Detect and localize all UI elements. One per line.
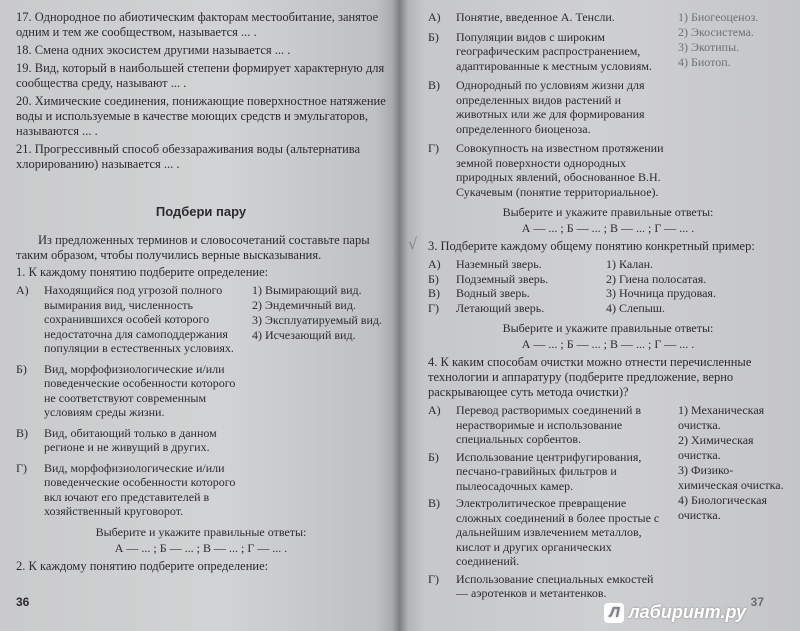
item-option: 4) Слепыш. [606, 300, 666, 315]
task4-title: 4. К каким способам очистки можно отнести перечисленные технологии и аппаратуру (подберите предложение, верно раскрывающее суть метода очистки)? [428, 355, 752, 399]
task1-option: 2) Эндемичный вид. [252, 298, 356, 312]
item-text: Летающий зверь. [456, 300, 545, 315]
task1-choose-prompt: Выберите и укажите правильные ответы: [95, 524, 307, 539]
item-option: 2) Гиена полосатая. [606, 271, 707, 286]
item-letter: В) [428, 78, 440, 92]
watermark-logo [604, 602, 746, 623]
task3-title: 3. Подберите каждому общему понятию конкретный пример: [428, 239, 755, 253]
task3-row-b [428, 272, 788, 287]
item-letter: А) [428, 403, 441, 417]
task2-item-c [428, 78, 668, 136]
task2-answer-line: А — ... ; Б — ... ; В — ... ; Г — ... . [521, 221, 695, 235]
item-text: Использование специальных емкостей — аэротенков и метантенков. [456, 571, 654, 600]
item-letter: А) [428, 257, 441, 271]
task4-item-c [428, 496, 668, 569]
item-option: 3) Ночница прудовая. [606, 286, 716, 300]
task3-row-d [428, 301, 788, 316]
task1-item-a [16, 283, 246, 356]
section-intro: Из предложенных терминов и словосочетаний составьте пары таким образом, чтобы получились верные высказывания. [16, 233, 370, 262]
task4-options [668, 403, 788, 601]
item-text: Использование центрифугирования, песчано-гравийных фильтров и пылеосадочных камер. [456, 449, 642, 493]
item-text: Популяции видов с широким географическим распространением, адаптированные к местным условиям. [456, 29, 652, 73]
item-letter: В) [428, 286, 440, 300]
item-text: Однородный по условиям жизни для определенных видов растений и животных или же для формирования определенного биоценоза. [456, 78, 645, 136]
task2-option: 2) Экосистема. [678, 25, 754, 39]
item-letter: Г) [428, 300, 439, 315]
item-text: Вид, морфофизиологические и/или поведенческие особенности которого вкл ючают его представителей в хозяйственный круговорот. [44, 460, 236, 518]
item-text: Совокупность на известном протяжении земной поверхности однородных природных явлений, обоснованное В.Н. Сукачевым (понятие территориальное). [456, 141, 664, 199]
item-letter: В) [428, 496, 440, 510]
task2-options [668, 10, 788, 199]
item-letter: А) [16, 283, 29, 297]
task2-option: 3) Экотипы. [678, 40, 740, 54]
task2-item-d [428, 141, 668, 199]
question-19: 19. Вид, который в наибольшей степени формирует характерную для сообщества среду, называют ... . [16, 61, 385, 90]
task2-title: 2. К каждому понятию подберите определение: [16, 558, 269, 573]
labirint-logo-icon: Л [604, 603, 624, 623]
task4-option: 1) Механическая очистка. [678, 403, 765, 432]
pencil-check-mark: √ [408, 236, 417, 253]
question-18: 18. Смена одних экосистем другими называется ... . [16, 43, 291, 57]
item-letter: А) [428, 10, 441, 24]
task2-item-a [428, 10, 668, 25]
item-option: 1) Калан. [606, 257, 654, 271]
task2-option: 4) Биотоп. [678, 55, 731, 69]
item-text: Находящийся под угрозой полного вымирания вид, численность сохранившихся особей которого недостаточна для самоподдержания популяции в естественных условиях. [44, 283, 234, 355]
item-letter: Б) [428, 29, 439, 44]
item-letter: Б) [428, 449, 439, 464]
item-text: Вид, обитающий только в данном регионе и не живущий в других. [44, 425, 217, 454]
item-text: Наземный зверь. [456, 257, 542, 271]
item-letter: Г) [16, 460, 27, 475]
item-letter: Г) [428, 141, 439, 155]
task2-item-b [428, 30, 668, 74]
task4-item-b [428, 450, 668, 494]
task2-option: 1) Биогеоценоз. [678, 10, 759, 24]
item-letter: Б) [428, 271, 439, 286]
question-17: 17. Однородное по абиотическим факторам местообитание, занятое одним и тем же сообществом, называется ... . [16, 10, 379, 39]
section-title: Подбери пару [155, 204, 247, 219]
task1-answer-line: А — ... ; Б — ... ; В — ... ; Г — ... . [114, 540, 288, 555]
question-20: 20. Химические соединения, понижающие поверхностное натяжение воды и используемые в качестве моющих средств и эмульгаторов, называются ... . [16, 94, 386, 138]
task3-answer-line: А — ... ; Б — ... ; В — ... ; Г — ... . [521, 337, 695, 351]
task2-choose-prompt: Выберите и укажите правильные ответы: [502, 205, 714, 219]
task4-item-d [428, 572, 668, 601]
task1-options [246, 283, 382, 519]
task3-choose-prompt: Выберите и укажите правильные ответы: [502, 321, 714, 335]
task3-row-a [428, 257, 788, 272]
question-21: 21. Прогрессивный способ обеззараживания воды (альтернатива хлорированию) называется ... . [16, 142, 361, 171]
item-text: Электролитическое превращение сложных соединений в более простые с дальнейшим извлечением металлов, кислот и других органических соединений. [456, 496, 660, 568]
right-page [400, 0, 800, 631]
page-number-right: 37 [750, 595, 764, 609]
task1-option: 4) Исчезающий вид. [252, 328, 356, 342]
item-text: Вид, морфофизиологические и/или поведенческие особенности которого не соответствуют современным условиям среды жизни. [44, 361, 236, 419]
watermark-text: лабиринт.ру [628, 602, 746, 622]
book-gutter [392, 0, 408, 631]
item-text: Водный зверь. [456, 286, 530, 300]
item-letter: Б) [16, 361, 27, 376]
item-text: Перевод растворимых соединений в нерастворимые и использование специальных сорбентов. [456, 403, 642, 446]
item-letter: Г) [428, 571, 439, 586]
task1-item-b [16, 362, 246, 420]
task4-item-a [428, 403, 668, 447]
task3-row-c [428, 286, 788, 301]
page-number-left: 36 [16, 595, 30, 609]
task4-option: 2) Химическая очистка. [678, 433, 754, 462]
task1-option: 3) Эксплуатируемый вид. [252, 313, 382, 327]
item-letter: В) [16, 425, 28, 440]
task1-title: 1. К каждому понятию подберите определение: [16, 265, 269, 279]
item-text: Подземный зверь. [456, 271, 549, 286]
task4-option: 3) Физико-химическая очистка. [678, 463, 784, 492]
task1-item-c [16, 426, 246, 455]
task1-item-d [16, 461, 246, 519]
task1-option: 1) Вымирающий вид. [252, 283, 362, 297]
item-text: Понятие, введенное А. Тенсли. [456, 10, 615, 24]
task4-option: 4) Биологическая очистка. [678, 493, 767, 522]
